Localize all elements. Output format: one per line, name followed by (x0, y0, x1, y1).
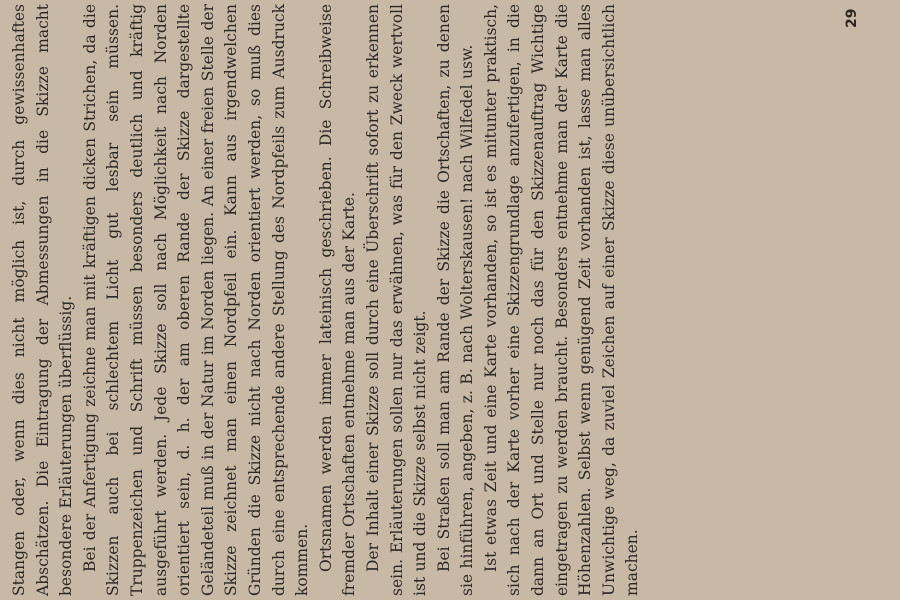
paragraph-place-names: Ortsnamen werden immer lateinisch geschrieben. Die Schreibweise fremder Ortschaften entnehme man aus der Karte. (316, 4, 359, 596)
paragraph-roads: Bei Straßen soll man am Rande der Skizze die Ortschaften, zu denen sie hinführen, angeben, z. B. nach Wolterskausen! nach Wilfedel usw. (434, 4, 477, 596)
paragraph-sketch-content: Der Inhalt einer Skizze soll durch eine Überschrift sofort zu erkennen sein. Erläuterungen sollen nur das erwähnen, was für den Zweck wertvoll ist und die Skizze selbst nicht zeigt. (363, 4, 430, 596)
paragraph-drawing-instructions: Bei der Anfertigung zeichne man mit kräftigen dicken Strichen, da die Skizzen auch bei schlechtem Licht gut lesbar sein müssen. Truppenzeichen und Schrift müssen besonders deutlich und kräftig ausgeführt werden. Jede Skizze soll nach Möglichkeit nach Norden orientiert sein, d. h. der am oberen Rande der Skizze dargestellte Geländeteil muß in der Natur im Norden liegen. An einer freien Stelle der Skizze zeichnet man einen Nordpfeil ein. Kann aus irgendwelchen Gründen die Skizze nicht nach Norden orientiert werden, so muß dies durch eine entsprechende andere Stellung des Nordpfeils zum Ausdruck kommen. (80, 4, 312, 596)
page-number: 29 (844, 8, 860, 28)
paragraph-measurements: Stangen oder, wenn dies nicht möglich ist, durch gewissenhaftes Abschätzen. Die Eintragung der Abmessungen in die Skizze macht besondere Erläuterungen überflüssig. (10, 4, 76, 596)
paragraph-map-preparation: Ist etwas Zeit und eine Karte vorhanden, so ist es mitunter praktisch, sich nach der Karte vorher eine Skizzengrundlage anzufertigen, in die dann an Ort und Stelle nur noch das für den Skizzenauftrag Wichtige eingetragen zu werden braucht. Besonders entnehme man der Karte die Höhenzahlen. Selbst wenn genügend Zeit vorhanden ist, lasse man alles Unwichtige weg, da zuviel Zeichen auf einer Skizze diese unübersichtlich machen. (481, 4, 642, 596)
body-text (8, 4, 645, 596)
